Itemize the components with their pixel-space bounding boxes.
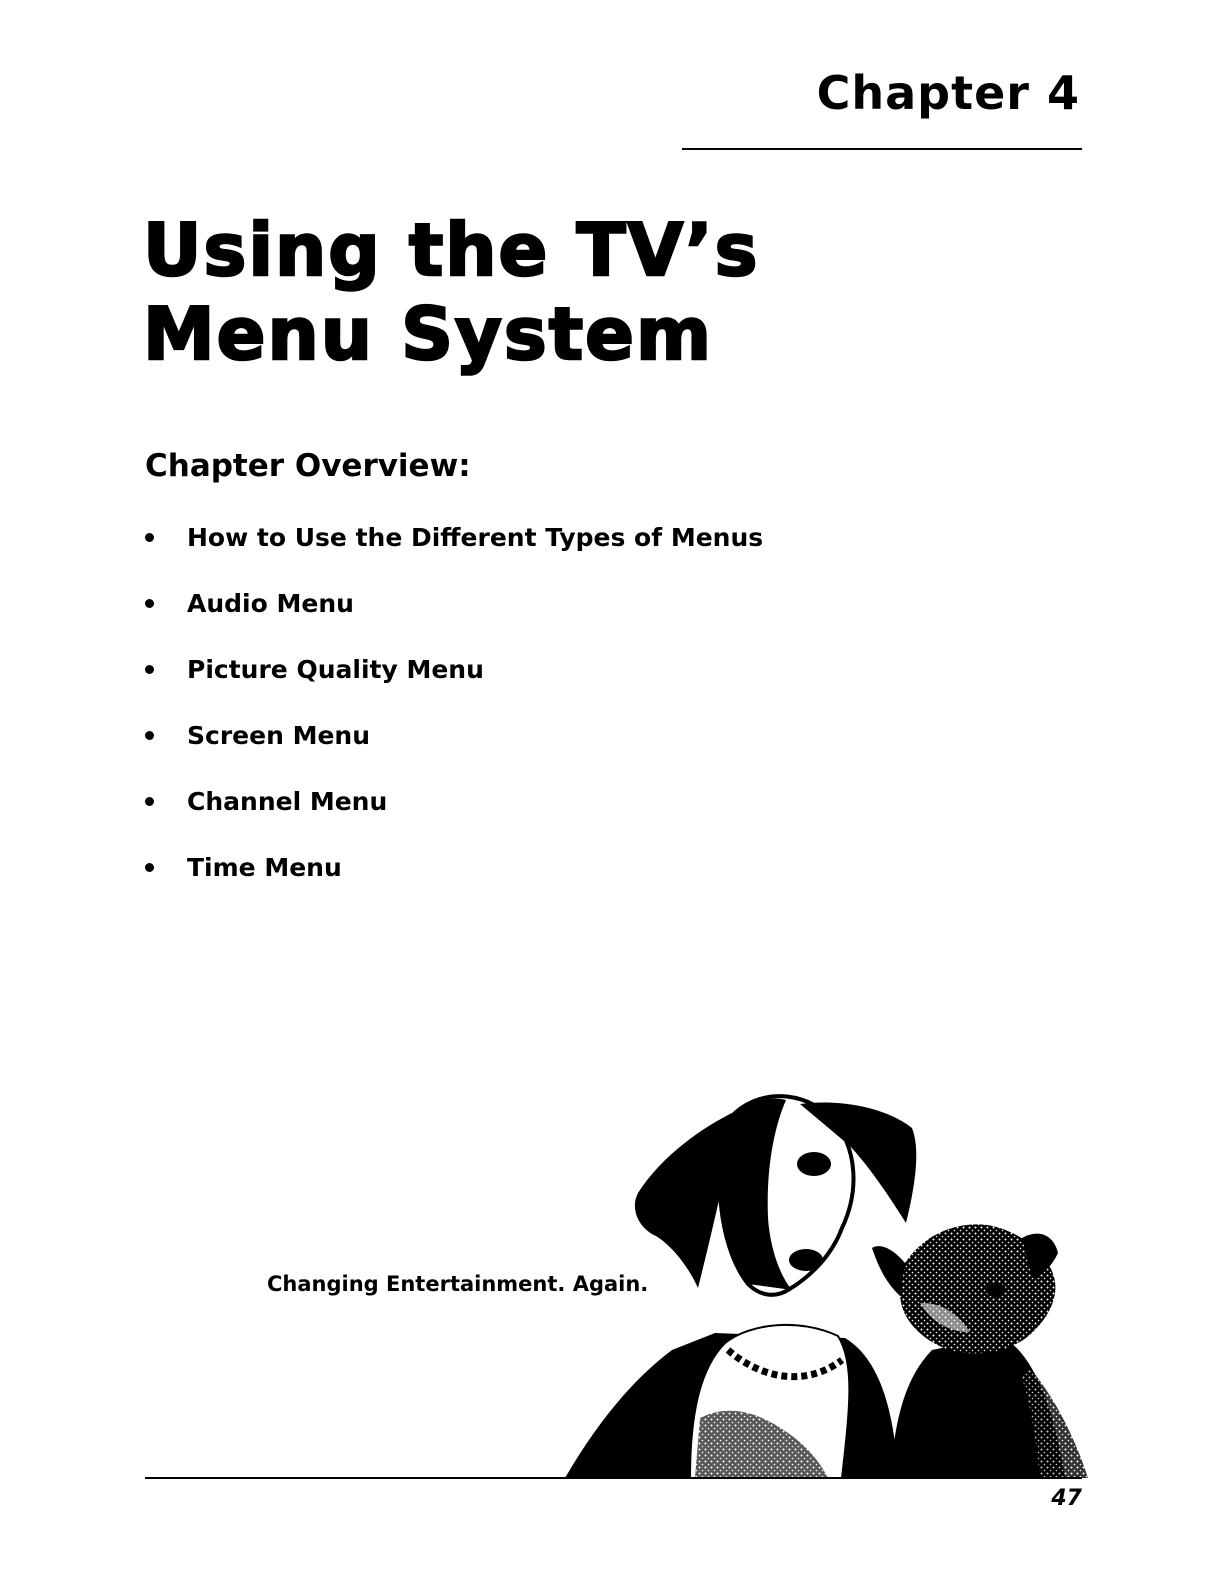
- list-item: [145, 586, 763, 652]
- bullet-icon: [145, 731, 154, 740]
- list-item: [145, 652, 763, 718]
- bullet-icon: [145, 599, 154, 608]
- footer-rule: [145, 1477, 1082, 1479]
- list-item-label: Screen Menu: [187, 721, 370, 750]
- chapter-label: Chapter 4: [816, 66, 1080, 120]
- overview-heading: Chapter Overview:: [145, 448, 471, 484]
- overview-list: [145, 520, 763, 916]
- chapter-rule: [682, 148, 1082, 150]
- bullet-icon: [145, 797, 154, 806]
- list-item-label: Channel Menu: [187, 787, 388, 816]
- list-item-label: Picture Quality Menu: [187, 655, 484, 684]
- list-item: [145, 850, 763, 916]
- page-title-line-1: Using the TV’s: [143, 208, 760, 292]
- list-item-label: Time Menu: [187, 853, 342, 882]
- page-title: [143, 208, 759, 376]
- bullet-icon: [145, 533, 154, 542]
- list-item: [145, 718, 763, 784]
- list-item: [145, 520, 763, 586]
- list-item-label: How to Use the Different Types of Menus: [187, 523, 764, 552]
- page-number: 47: [1051, 1486, 1082, 1511]
- list-item-label: Audio Menu: [187, 589, 354, 618]
- list-item: [145, 784, 763, 850]
- bullet-icon: [145, 863, 154, 872]
- bullet-icon: [145, 665, 154, 674]
- tagline: Changing Entertainment. Again.: [267, 1272, 649, 1296]
- page-title-line-2: Menu System: [143, 292, 713, 376]
- dogs-photo-icon: [560, 1088, 1090, 1480]
